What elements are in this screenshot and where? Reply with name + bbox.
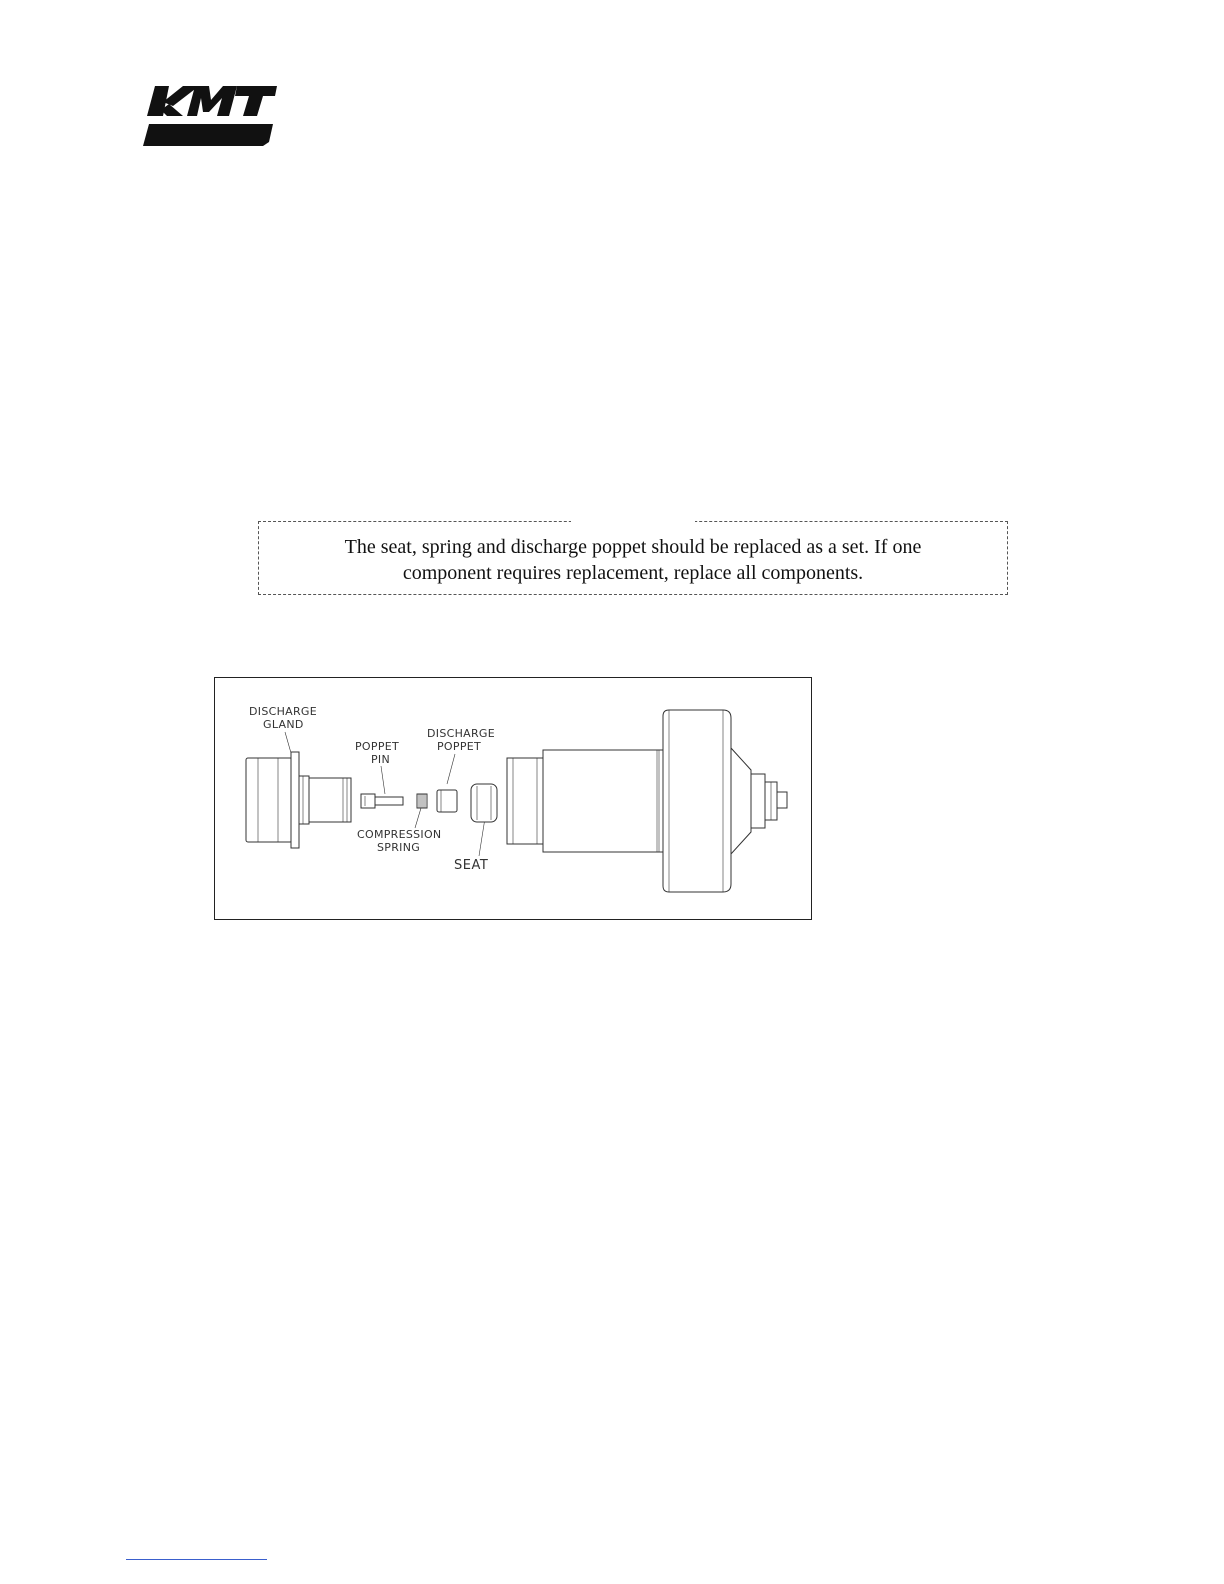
notice-box bbox=[258, 521, 1008, 595]
exploded-view-figure bbox=[214, 677, 812, 920]
kmt-logo bbox=[143, 84, 277, 148]
notice-border-gap bbox=[571, 520, 695, 524]
discharge-gland-part bbox=[246, 752, 351, 848]
leader-compression-spring bbox=[415, 808, 421, 828]
poppet-pin-part bbox=[361, 794, 403, 808]
leader-seat bbox=[479, 818, 485, 856]
compression-spring-part bbox=[417, 794, 427, 808]
label-discharge-poppet-2: POPPET bbox=[437, 740, 482, 753]
label-discharge-gland-2: GLAND bbox=[263, 718, 304, 731]
notice-line-2: component requires replacement, replace all components. bbox=[402, 562, 864, 584]
label-discharge-poppet-1: DISCHARGE bbox=[427, 727, 495, 740]
leader-discharge-poppet bbox=[447, 754, 455, 784]
label-compression-spring-1: COMPRESSION bbox=[357, 828, 442, 841]
label-seat: SEAT bbox=[454, 858, 489, 873]
footer-link-underline bbox=[126, 1559, 267, 1560]
seat-part bbox=[471, 784, 497, 822]
leader-poppet-pin bbox=[381, 766, 385, 794]
valve-body-part bbox=[507, 710, 787, 892]
label-poppet-pin-2: PIN bbox=[371, 753, 391, 766]
label-compression-spring-2: SPRING bbox=[377, 841, 421, 854]
check-valve-drawing bbox=[215, 678, 813, 921]
notice-text bbox=[259, 534, 1007, 586]
label-poppet-pin-1: POPPET bbox=[355, 740, 400, 753]
label-discharge-gland-1: DISCHARGE bbox=[249, 705, 317, 718]
discharge-poppet-part bbox=[437, 790, 457, 812]
notice-line-1: The seat, spring and discharge poppet should be replaced as a set. If one bbox=[344, 536, 922, 558]
